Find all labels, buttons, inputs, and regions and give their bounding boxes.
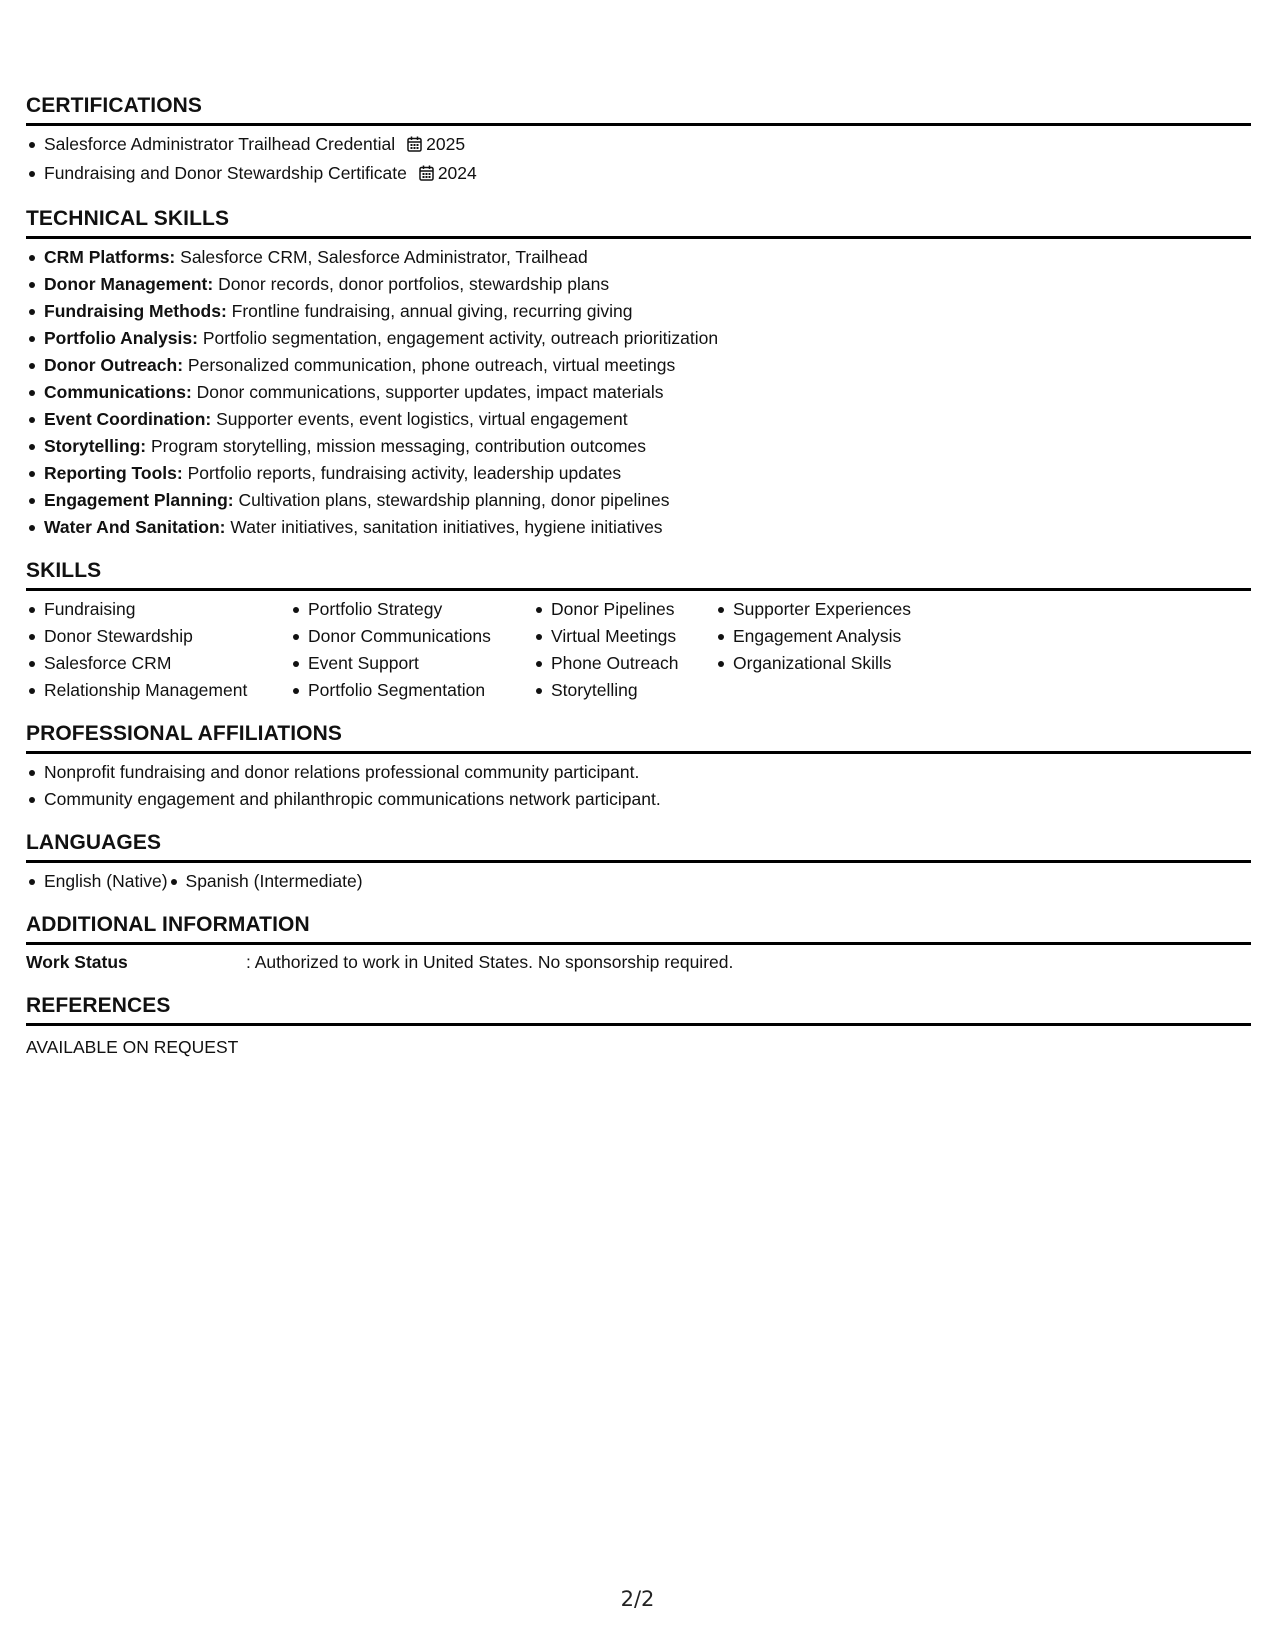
technical-skill-value: Donor records, donor portfolios, stewardship plans — [218, 274, 610, 294]
certifications-section — [26, 94, 1251, 189]
skills-grid — [26, 596, 1251, 704]
certification-name: Fundraising and Donor Stewardship Certificate — [44, 163, 407, 183]
language-item: English (Native) — [26, 868, 168, 895]
references-text: AVAILABLE ON REQUEST — [26, 1037, 239, 1057]
additional-information-section — [26, 913, 1251, 976]
languages-column — [168, 868, 363, 895]
technical-skill-label: Event Coordination: — [44, 409, 212, 429]
affiliations-section — [26, 722, 1251, 813]
skill-item: Event Support — [290, 650, 533, 677]
technical-skill-value: Program storytelling, mission messaging, contribution outcomes — [150, 436, 647, 456]
affiliation-item: Nonprofit fundraising and donor relations professional community participant. — [26, 759, 1251, 786]
technical-skill-value: Frontline fundraising, annual giving, recurring giving — [231, 301, 633, 321]
section-title-technical-skills: TECHNICAL SKILLS — [26, 207, 1251, 239]
technical-skills-section — [26, 207, 1251, 541]
technical-skills-list — [26, 244, 1251, 541]
technical-skill-value: Portfolio reports, fundraising activity, leadership updates — [187, 463, 622, 483]
skill-item: Donor Pipelines — [533, 596, 715, 623]
work-status-value: : Authorized to work in United States. No sponsorship required. — [246, 952, 734, 972]
technical-skill-item — [26, 460, 1251, 487]
skill-item: Donor Communications — [290, 623, 533, 650]
technical-skill-item — [26, 487, 1251, 514]
calendar-icon — [419, 162, 434, 189]
technical-skill-value: Portfolio segmentation, engagement activity, outreach prioritization — [202, 328, 719, 348]
technical-skill-value: Supporter events, event logistics, virtual engagement — [216, 409, 628, 429]
technical-skill-item — [26, 379, 1251, 406]
skill-item: Portfolio Strategy — [290, 596, 533, 623]
skill-item: Portfolio Segmentation — [290, 677, 533, 704]
technical-skill-item — [26, 433, 1251, 460]
skill-item: Organizational Skills — [715, 650, 1015, 677]
technical-skill-label: Donor Outreach: — [44, 355, 184, 375]
technical-skill-item — [26, 406, 1251, 433]
technical-skill-label: Portfolio Analysis: — [44, 328, 198, 348]
skills-column — [290, 596, 533, 704]
technical-skill-label: Engagement Planning: — [44, 490, 234, 510]
skill-item: Supporter Experiences — [715, 596, 1015, 623]
section-title-skills: SKILLS — [26, 559, 1251, 591]
languages-row — [26, 868, 1251, 895]
technical-skill-label: Storytelling: — [44, 436, 147, 456]
skills-column — [715, 596, 1015, 704]
skill-item: Phone Outreach — [533, 650, 715, 677]
certification-item — [26, 131, 1251, 160]
technical-skill-item — [26, 298, 1251, 325]
technical-skill-item — [26, 514, 1251, 541]
skill-item: Salesforce CRM — [26, 650, 290, 677]
languages-section — [26, 831, 1251, 895]
certification-year: 2025 — [426, 134, 466, 154]
section-title-references: REFERENCES — [26, 994, 1251, 1026]
certification-item — [26, 160, 1251, 189]
certification-year: 2024 — [437, 163, 477, 183]
section-title-affiliations: PROFESSIONAL AFFILIATIONS — [26, 722, 1251, 754]
technical-skill-item — [26, 325, 1251, 352]
page-number: 2/2 — [620, 1587, 655, 1611]
skills-column — [533, 596, 715, 704]
technical-skill-item — [26, 352, 1251, 379]
skill-item: Donor Stewardship — [26, 623, 290, 650]
affiliation-item: Community engagement and philanthropic communications network participant. — [26, 786, 1251, 813]
technical-skill-item — [26, 271, 1251, 298]
work-status-label: Work Status — [26, 952, 128, 972]
skill-item: Storytelling — [533, 677, 715, 704]
technical-skill-value: Salesforce CRM, Salesforce Administrator, Trailhead — [180, 247, 588, 267]
technical-skill-label: Fundraising Methods: — [44, 301, 227, 321]
skills-section — [26, 559, 1251, 704]
section-title-additional-information: ADDITIONAL INFORMATION — [26, 913, 1251, 945]
certification-name: Salesforce Administrator Trailhead Credential — [44, 134, 396, 154]
calendar-icon — [407, 133, 422, 160]
references-section — [26, 994, 1251, 1061]
technical-skill-label: Water And Sanitation: — [44, 517, 226, 537]
technical-skill-label: CRM Platforms: — [44, 247, 176, 267]
skill-item: Fundraising — [26, 596, 290, 623]
skill-item: Engagement Analysis — [715, 623, 1015, 650]
technical-skill-value: Cultivation plans, stewardship planning, donor pipelines — [238, 490, 670, 510]
section-title-languages: LANGUAGES — [26, 831, 1251, 863]
technical-skill-value: Personalized communication, phone outreach, virtual meetings — [187, 355, 676, 375]
affiliations-list — [26, 759, 1251, 813]
skill-item: Virtual Meetings — [533, 623, 715, 650]
technical-skill-value: Donor communications, supporter updates, impact materials — [196, 382, 664, 402]
technical-skill-value: Water initiatives, sanitation initiatives, hygiene initiatives — [230, 517, 663, 537]
technical-skill-label: Communications: — [44, 382, 192, 402]
skill-item: Relationship Management — [26, 677, 290, 704]
languages-column — [26, 868, 168, 895]
resume-page — [26, 94, 1251, 1061]
certifications-list — [26, 131, 1251, 189]
language-item: Spanish (Intermediate) — [168, 868, 363, 895]
technical-skill-label: Donor Management: — [44, 274, 214, 294]
technical-skill-label: Reporting Tools: — [44, 463, 183, 483]
work-status-row — [26, 949, 1251, 976]
technical-skill-item — [26, 244, 1251, 271]
skills-column — [26, 596, 290, 704]
section-title-certifications: CERTIFICATIONS — [26, 94, 1251, 126]
